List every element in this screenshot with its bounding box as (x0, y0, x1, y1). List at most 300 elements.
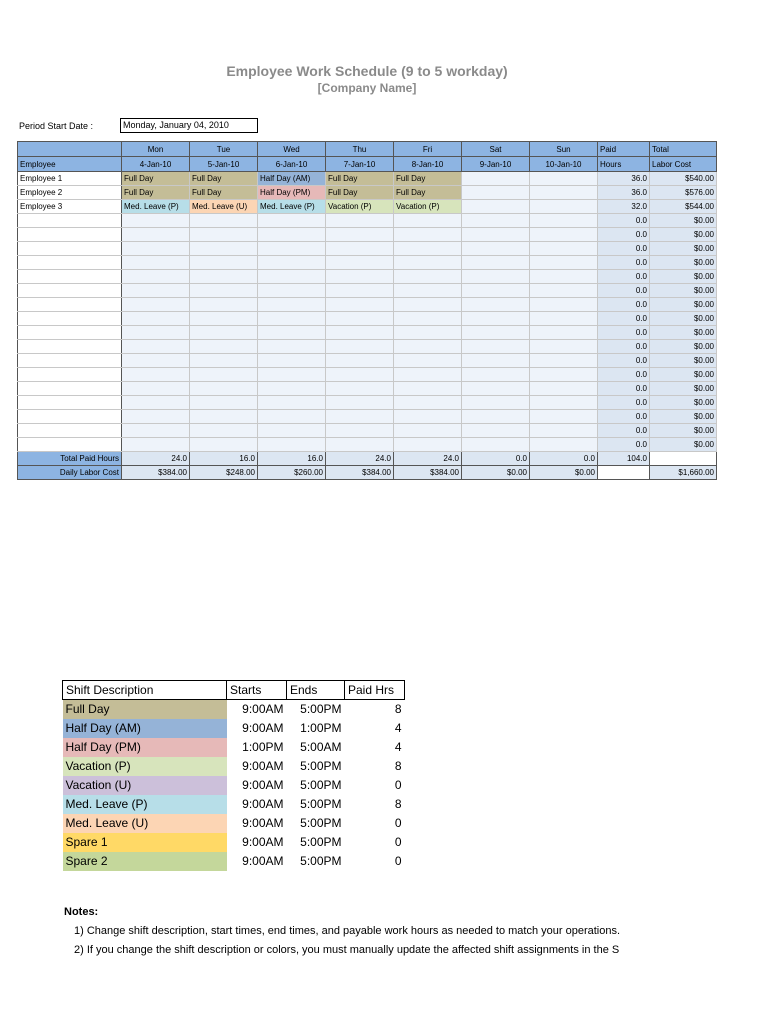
shift-description[interactable]: Med. Leave (P) (63, 795, 227, 814)
paid-hours-cell: 0.0 (598, 410, 650, 424)
shift-cell[interactable] (394, 368, 462, 382)
shift-description[interactable]: Half Day (AM) (63, 719, 227, 738)
labor-cost-cell: $0.00 (650, 242, 717, 256)
shift-start[interactable]: 9:00AM (242, 759, 284, 773)
shift-cell[interactable] (190, 396, 258, 410)
paid-hours-cell: 0.0 (598, 228, 650, 242)
labor-cost-cell: $0.00 (650, 228, 717, 242)
shift-cell[interactable] (530, 214, 598, 228)
total-paid-hours-cell: 24.0 (122, 452, 190, 466)
labor-cost-cell: $0.00 (650, 298, 717, 312)
table-row (18, 200, 717, 214)
shift-end[interactable]: 5:00PM (300, 702, 342, 717)
employee-name[interactable]: Employee 2 (18, 186, 122, 200)
shift-cell[interactable] (462, 438, 530, 452)
table-row (18, 186, 717, 200)
shift-row (63, 757, 405, 776)
table-row (18, 382, 717, 396)
shift-cell[interactable] (190, 284, 258, 298)
shift-cell[interactable] (394, 228, 462, 242)
shift-paid-hours[interactable]: 0 (394, 835, 402, 849)
shift-row (63, 738, 405, 757)
shift-cell[interactable]: Half Day (AM) (258, 172, 326, 186)
shift-cell[interactable] (122, 382, 190, 396)
shift-cell[interactable] (462, 270, 530, 284)
shift-cell[interactable] (530, 312, 598, 326)
shift-cell[interactable] (530, 298, 598, 312)
table-row (18, 256, 717, 270)
shift-start[interactable]: 9:00AM (242, 778, 284, 792)
shift-cell[interactable] (326, 242, 394, 256)
shift-cell[interactable] (394, 298, 462, 312)
shift-cell[interactable] (326, 256, 394, 270)
shift-row (63, 700, 405, 719)
shift-cell[interactable] (190, 228, 258, 242)
grand-total-labor-cost: $1,660.00 (650, 466, 717, 480)
shift-cell[interactable] (462, 382, 530, 396)
table-row (18, 284, 717, 298)
labor-cost-cell: $0.00 (650, 312, 717, 326)
shift-end[interactable]: 5:00PM (300, 797, 342, 811)
shift-cell[interactable] (394, 410, 462, 424)
shift-cell[interactable] (326, 214, 394, 228)
employee-name[interactable] (18, 438, 122, 452)
shift-cell[interactable] (326, 228, 394, 242)
paid-hours-cell: 0.0 (598, 424, 650, 438)
shift-cell[interactable] (190, 410, 258, 424)
shift-cell[interactable] (326, 368, 394, 382)
shift-cell[interactable] (190, 368, 258, 382)
shift-cell[interactable]: Full Day (326, 172, 394, 186)
shift-end[interactable]: 5:00PM (300, 816, 342, 830)
shift-cell[interactable] (462, 298, 530, 312)
shift-cell[interactable]: Full Day (122, 172, 190, 186)
shift-cell[interactable] (190, 382, 258, 396)
shift-cell[interactable] (258, 284, 326, 298)
shift-cell[interactable] (530, 270, 598, 284)
shift-cell[interactable] (462, 424, 530, 438)
header-employee-blank (18, 142, 122, 157)
paid-hours-cell: 0.0 (598, 312, 650, 326)
shift-cell[interactable] (462, 200, 530, 214)
shift-cell[interactable] (462, 396, 530, 410)
header-date-5: 9-Jan-10 (462, 157, 530, 172)
shift-cell[interactable] (394, 312, 462, 326)
header-day-5: Sat (462, 142, 530, 157)
daily-labor-cost-cell: $260.00 (258, 466, 326, 480)
labor-cost-cell: $0.00 (650, 326, 717, 340)
total-paid-hours-cell: 24.0 (394, 452, 462, 466)
total-blank-cell (650, 452, 717, 466)
shift-cell[interactable] (258, 424, 326, 438)
shift-description[interactable]: Vacation (U) (63, 776, 227, 795)
shift-paid-hours[interactable]: 8 (394, 702, 402, 717)
shift-start[interactable]: 9:00AM (242, 816, 284, 830)
shift-cell[interactable] (122, 228, 190, 242)
shift-cell[interactable] (530, 438, 598, 452)
shift-cell[interactable] (258, 228, 326, 242)
shift-paid-hours[interactable]: 8 (394, 759, 402, 773)
shift-cell[interactable] (326, 410, 394, 424)
shift-end[interactable]: 5:00PM (300, 835, 342, 849)
shift-cell[interactable] (122, 424, 190, 438)
labor-cost-cell: $0.00 (650, 256, 717, 270)
shift-start[interactable]: 9:00AM (242, 835, 284, 849)
employee-name[interactable] (18, 214, 122, 228)
shift-cell[interactable] (530, 242, 598, 256)
labor-cost-cell: $0.00 (650, 368, 717, 382)
shift-row (63, 776, 405, 795)
note-line-2: 2) If you change the shift description or colors, you must manually update the affected shift assignments in the S (74, 944, 620, 956)
daily-labor-cost-cell: $0.00 (530, 466, 598, 480)
shift-cell[interactable] (394, 326, 462, 340)
employee-name[interactable] (18, 298, 122, 312)
shift-header-3: Paid Hrs (345, 681, 405, 700)
employee-name[interactable] (18, 228, 122, 242)
employee-name[interactable] (18, 340, 122, 354)
paid-hours-cell: 0.0 (598, 340, 650, 354)
shift-cell[interactable] (462, 354, 530, 368)
employee-name[interactable] (18, 284, 122, 298)
shift-cell[interactable]: Med. Leave (P) (122, 200, 190, 214)
shift-cell[interactable] (394, 270, 462, 284)
shift-header-2: Ends (287, 681, 345, 700)
shift-cell[interactable] (394, 214, 462, 228)
shift-description[interactable]: Vacation (P) (63, 757, 227, 776)
shift-cell[interactable] (122, 340, 190, 354)
shift-cell[interactable] (190, 242, 258, 256)
header-day-4: Fri (394, 142, 462, 157)
shift-start[interactable]: 9:00AM (242, 721, 284, 735)
shift-cell[interactable] (258, 270, 326, 284)
shift-cell[interactable] (462, 340, 530, 354)
table-row (18, 354, 717, 368)
shift-end[interactable]: 5:00PM (300, 854, 342, 868)
shift-start[interactable]: 9:00AM (242, 797, 284, 811)
employee-name[interactable] (18, 270, 122, 284)
shift-cell[interactable] (258, 312, 326, 326)
employee-name[interactable]: Employee 1 (18, 172, 122, 186)
header-date-1: 5-Jan-10 (190, 157, 258, 172)
paid-hours-cell: 36.0 (598, 186, 650, 200)
table-row (18, 368, 717, 382)
schedule-table (17, 141, 717, 480)
shift-cell[interactable] (530, 368, 598, 382)
shift-end[interactable]: 5:00PM (300, 759, 342, 773)
shift-paid-hours[interactable]: 4 (394, 740, 402, 754)
shift-cell[interactable] (190, 354, 258, 368)
shift-cell[interactable] (530, 172, 598, 186)
shift-cell[interactable]: Vacation (P) (326, 200, 394, 214)
shift-cell[interactable] (462, 214, 530, 228)
shift-end[interactable]: 5:00PM (300, 778, 342, 792)
shift-cell[interactable] (190, 424, 258, 438)
employee-name[interactable] (18, 326, 122, 340)
shift-cell[interactable] (122, 354, 190, 368)
shift-cell[interactable] (530, 284, 598, 298)
shift-cell[interactable]: Med. Leave (U) (190, 200, 258, 214)
header-day-6: Sun (530, 142, 598, 157)
shift-description[interactable]: Spare 2 (63, 852, 227, 871)
labor-cost-cell: $0.00 (650, 396, 717, 410)
notes-section (64, 906, 764, 963)
daily-labor-cost-cell: $248.00 (190, 466, 258, 480)
shift-start[interactable]: 9:00AM (242, 854, 284, 868)
header-date-6: 10-Jan-10 (530, 157, 598, 172)
shift-cell[interactable] (530, 396, 598, 410)
total-paid-hours-cell: 0.0 (462, 452, 530, 466)
table-row (18, 242, 717, 256)
shift-row (63, 852, 405, 871)
shift-cell[interactable] (258, 438, 326, 452)
shift-cell[interactable]: Half Day (PM) (258, 186, 326, 200)
shift-legend-table (62, 680, 405, 871)
daily-labor-cost-cell: $384.00 (326, 466, 394, 480)
shift-cell[interactable] (462, 410, 530, 424)
shift-cell[interactable] (122, 214, 190, 228)
shift-cell[interactable] (258, 382, 326, 396)
shift-cell[interactable] (190, 270, 258, 284)
shift-cell[interactable] (326, 382, 394, 396)
shift-cell[interactable] (258, 340, 326, 354)
daily-labor-cost-cell: $0.00 (462, 466, 530, 480)
header-employee: Employee (18, 157, 122, 172)
shift-cell[interactable]: Full Day (190, 186, 258, 200)
shift-paid-hours[interactable]: 8 (394, 797, 402, 811)
employee-name[interactable] (18, 382, 122, 396)
shift-end[interactable]: 5:00AM (300, 740, 342, 754)
note-line-1: 1) Change shift description, start times, end times, and payable work hours as needed to match your operations. (74, 925, 621, 937)
shift-cell[interactable] (326, 424, 394, 438)
shift-cell[interactable] (190, 312, 258, 326)
shift-row (63, 795, 405, 814)
shift-cell[interactable] (394, 382, 462, 396)
shift-paid-hours[interactable]: 4 (394, 721, 402, 735)
shift-cell[interactable] (190, 256, 258, 270)
shift-paid-hours[interactable]: 0 (394, 816, 402, 830)
shift-description[interactable]: Half Day (PM) (63, 738, 227, 757)
paid-hours-cell: 32.0 (598, 200, 650, 214)
shift-cell[interactable] (462, 326, 530, 340)
paid-hours-cell: 0.0 (598, 396, 650, 410)
paid-hours-cell: 0.0 (598, 368, 650, 382)
shift-cell[interactable] (122, 256, 190, 270)
period-start-input[interactable]: Monday, January 04, 2010 (120, 118, 258, 133)
header-date-0: 4-Jan-10 (122, 157, 190, 172)
shift-cell[interactable] (462, 242, 530, 256)
shift-cell[interactable] (326, 312, 394, 326)
shift-cell[interactable] (530, 200, 598, 214)
total-paid-hours-cell: 0.0 (530, 452, 598, 466)
shift-cell[interactable] (258, 298, 326, 312)
shift-cell[interactable] (190, 214, 258, 228)
header-day-2: Wed (258, 142, 326, 157)
table-row (18, 228, 717, 242)
shift-header-1: Starts (227, 681, 287, 700)
company-name: [Company Name] (317, 81, 417, 95)
labor-cost-cell: $0.00 (650, 382, 717, 396)
header-day-1: Tue (190, 142, 258, 157)
header-date-2: 6-Jan-10 (258, 157, 326, 172)
shift-cell[interactable] (530, 354, 598, 368)
employee-name[interactable] (18, 256, 122, 270)
paid-hours-cell: 36.0 (598, 172, 650, 186)
labor-cost-cell: $0.00 (650, 284, 717, 298)
daily-labor-cost-cell: $384.00 (122, 466, 190, 480)
shift-cell[interactable] (462, 172, 530, 186)
shift-cell[interactable] (394, 242, 462, 256)
shift-cell[interactable]: Full Day (122, 186, 190, 200)
shift-start[interactable]: 1:00PM (242, 740, 284, 754)
shift-description[interactable]: Spare 1 (63, 833, 227, 852)
shift-cell[interactable] (326, 270, 394, 284)
shift-row (63, 833, 405, 852)
shift-cell[interactable] (258, 256, 326, 270)
header-day-3: Thu (326, 142, 394, 157)
paid-hours-cell: 0.0 (598, 270, 650, 284)
shift-cell[interactable] (326, 326, 394, 340)
shift-cell[interactable] (258, 410, 326, 424)
shift-cell[interactable]: Vacation (P) (394, 200, 462, 214)
employee-name[interactable] (18, 410, 122, 424)
period-start-label: Period Start Date : (19, 121, 94, 131)
shift-cell[interactable] (122, 242, 190, 256)
labor-cost-cell: $0.00 (650, 410, 717, 424)
shift-cell[interactable] (258, 326, 326, 340)
shift-cell[interactable] (122, 396, 190, 410)
shift-description[interactable]: Med. Leave (U) (63, 814, 227, 833)
shift-cell[interactable] (122, 368, 190, 382)
shift-paid-hours[interactable]: 0 (394, 854, 402, 868)
shift-cell[interactable] (122, 270, 190, 284)
header-day-0: Mon (122, 142, 190, 157)
shift-cell[interactable] (394, 256, 462, 270)
header-date-4: 8-Jan-10 (394, 157, 462, 172)
shift-cell[interactable] (326, 354, 394, 368)
shift-cell[interactable] (394, 396, 462, 410)
shift-cell[interactable] (122, 312, 190, 326)
shift-cell[interactable] (190, 340, 258, 354)
paid-hours-cell: 0.0 (598, 284, 650, 298)
shift-cell[interactable] (394, 340, 462, 354)
shift-end[interactable]: 1:00PM (300, 721, 342, 735)
employee-name[interactable] (18, 354, 122, 368)
labor-cost-cell: $0.00 (650, 340, 717, 354)
shift-cell[interactable] (462, 256, 530, 270)
shift-cell[interactable] (394, 284, 462, 298)
shift-cell[interactable] (530, 410, 598, 424)
total-paid-hours-label: Total Paid Hours (18, 452, 122, 466)
header-labor-cost-2: Labor Cost (650, 157, 717, 172)
table-row (18, 326, 717, 340)
labor-cost-cell: $0.00 (650, 354, 717, 368)
labor-cost-cell: $540.00 (650, 172, 717, 186)
shift-cell[interactable] (122, 410, 190, 424)
table-row (18, 312, 717, 326)
shift-cell[interactable] (462, 228, 530, 242)
table-row (18, 410, 717, 424)
paid-hours-cell: 0.0 (598, 326, 650, 340)
shift-cell[interactable]: Full Day (190, 172, 258, 186)
shift-cell[interactable] (530, 382, 598, 396)
paid-hours-cell: 0.0 (598, 298, 650, 312)
shift-cell[interactable] (122, 438, 190, 452)
shift-cell[interactable] (122, 284, 190, 298)
table-row (18, 340, 717, 354)
paid-hours-cell: 0.0 (598, 438, 650, 452)
table-row (18, 424, 717, 438)
paid-hours-cell: 0.0 (598, 382, 650, 396)
total-paid-hours-cell: 24.0 (326, 452, 394, 466)
shift-cell[interactable] (530, 326, 598, 340)
table-row (18, 298, 717, 312)
daily-labor-cost-cell: $384.00 (394, 466, 462, 480)
header-labor-cost-1: Total (650, 142, 717, 157)
daily-labor-cost-label: Daily Labor Cost (18, 466, 122, 480)
employee-name[interactable]: Employee 3 (18, 200, 122, 214)
labor-cost-cell: $0.00 (650, 270, 717, 284)
shift-cell[interactable] (190, 298, 258, 312)
shift-cell[interactable] (326, 284, 394, 298)
shift-cell[interactable] (258, 396, 326, 410)
shift-cell[interactable] (462, 186, 530, 200)
shift-cell[interactable] (530, 424, 598, 438)
shift-cell[interactable] (394, 354, 462, 368)
shift-start[interactable]: 9:00AM (242, 702, 284, 717)
shift-cell[interactable] (326, 340, 394, 354)
shift-cell[interactable] (258, 354, 326, 368)
shift-cell[interactable] (122, 326, 190, 340)
employee-name[interactable] (18, 368, 122, 382)
shift-cell[interactable]: Full Day (326, 186, 394, 200)
total-paid-hours-cell: 16.0 (258, 452, 326, 466)
shift-description[interactable]: Full Day (63, 700, 227, 719)
shift-cell[interactable] (326, 396, 394, 410)
shift-cell[interactable] (258, 242, 326, 256)
shift-cell[interactable] (326, 438, 394, 452)
shift-cell[interactable]: Med. Leave (P) (258, 200, 326, 214)
employee-name[interactable] (18, 396, 122, 410)
shift-cell[interactable] (326, 298, 394, 312)
shift-cell[interactable] (122, 298, 190, 312)
shift-cell[interactable] (530, 228, 598, 242)
labor-cost-cell: $576.00 (650, 186, 717, 200)
employee-name[interactable] (18, 312, 122, 326)
grand-total-paid-hours: 104.0 (598, 452, 650, 466)
shift-cell[interactable] (530, 256, 598, 270)
schedule-title: Employee Work Schedule (9 to 5 workday) (226, 63, 508, 79)
employee-name[interactable] (18, 242, 122, 256)
shift-cell[interactable] (258, 368, 326, 382)
shift-cell[interactable] (190, 438, 258, 452)
shift-row (63, 814, 405, 833)
shift-cell[interactable] (394, 424, 462, 438)
shift-cell[interactable] (530, 186, 598, 200)
shift-cell[interactable] (462, 368, 530, 382)
employee-name[interactable] (18, 424, 122, 438)
shift-paid-hours[interactable]: 0 (394, 778, 402, 792)
shift-cell[interactable] (394, 438, 462, 452)
paid-hours-cell: 0.0 (598, 214, 650, 228)
shift-cell[interactable]: Full Day (394, 172, 462, 186)
shift-cell[interactable] (462, 284, 530, 298)
shift-cell[interactable] (462, 312, 530, 326)
shift-cell[interactable] (190, 326, 258, 340)
table-row (18, 396, 717, 410)
shift-cell[interactable] (258, 214, 326, 228)
shift-cell[interactable]: Full Day (394, 186, 462, 200)
shift-cell[interactable] (530, 340, 598, 354)
